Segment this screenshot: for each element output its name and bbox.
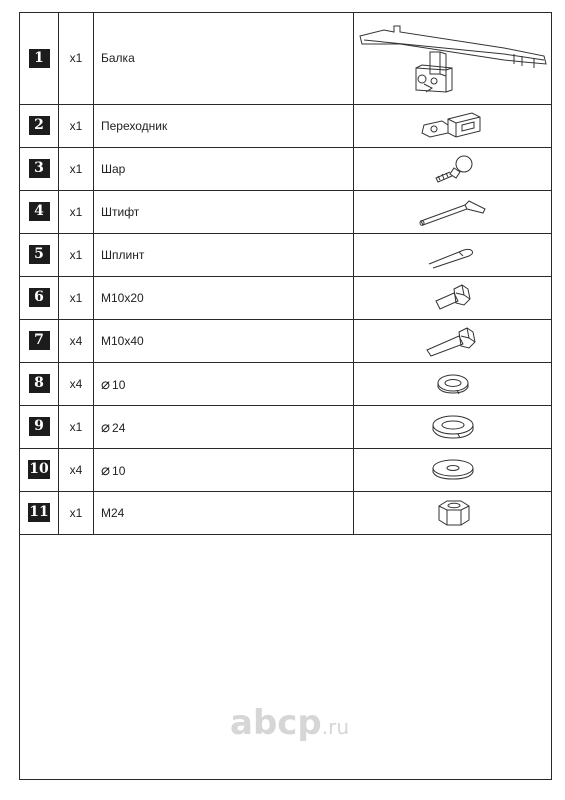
table-row [20, 147, 551, 190]
part-number: 11 [29, 504, 49, 520]
pin-icon [415, 195, 491, 229]
parts-table [20, 13, 551, 535]
part-name: 10 [112, 377, 126, 392]
part-quantity: x1 [59, 104, 94, 147]
part-quantity: x1 [59, 405, 94, 448]
table-row [20, 319, 551, 362]
spring-washer-small-icon [431, 369, 475, 399]
part-name: Шар [94, 147, 354, 190]
part-quantity: x1 [59, 233, 94, 276]
part-number: 6 [29, 288, 50, 307]
part-quantity: x1 [59, 13, 94, 104]
part-name: M10x20 [94, 276, 354, 319]
part-quantity: x1 [59, 491, 94, 534]
part-number: 9 [29, 417, 50, 436]
part-name: M10x40 [94, 319, 354, 362]
table-row [20, 233, 551, 276]
diameter-symbol: ⌀ [101, 418, 111, 436]
part-number: 7 [29, 331, 50, 350]
diameter-symbol: ⌀ [101, 461, 111, 479]
watermark-main-text: abcp [230, 703, 322, 743]
diameter-symbol: ⌀ [101, 375, 111, 393]
watermark-domain-text: .ru [321, 715, 350, 739]
cotter-pin-icon [423, 238, 483, 272]
part-name: Переходник [94, 104, 354, 147]
table-row [20, 104, 551, 147]
part-quantity: x4 [59, 362, 94, 405]
tow-bar-beam-icon [354, 18, 554, 98]
part-number: 5 [29, 245, 50, 264]
spring-washer-large-icon [426, 411, 480, 443]
long-bolt-icon [423, 324, 483, 358]
table-row [20, 448, 551, 491]
part-number: 1 [29, 49, 50, 68]
part-name: 24 [112, 420, 126, 435]
table-row [20, 276, 551, 319]
part-number: 3 [29, 159, 50, 178]
hex-nut-icon [431, 496, 475, 530]
part-quantity: x1 [59, 147, 94, 190]
part-number: 8 [29, 374, 50, 393]
table-row [20, 405, 551, 448]
part-name: M24 [94, 491, 354, 534]
part-name: Шплинт [94, 233, 354, 276]
short-bolt-icon [428, 281, 478, 315]
tow-ball-icon [428, 152, 478, 186]
adapter-icon [418, 109, 488, 143]
part-quantity: x4 [59, 319, 94, 362]
part-number: 4 [29, 202, 50, 221]
part-name: 10 [112, 463, 126, 478]
table-row [20, 13, 551, 104]
table-row [20, 491, 551, 534]
table-row [20, 190, 551, 233]
abcp-watermark-logo [230, 703, 390, 751]
parts-sheet [19, 12, 552, 780]
part-quantity: x1 [59, 276, 94, 319]
part-name: Штифт [94, 190, 354, 233]
part-quantity: x4 [59, 448, 94, 491]
flat-washer-icon [426, 455, 480, 485]
part-number: 10 [29, 461, 49, 477]
part-number: 2 [29, 116, 50, 135]
part-quantity: x1 [59, 190, 94, 233]
part-name: Балка [94, 13, 354, 104]
table-row [20, 362, 551, 405]
